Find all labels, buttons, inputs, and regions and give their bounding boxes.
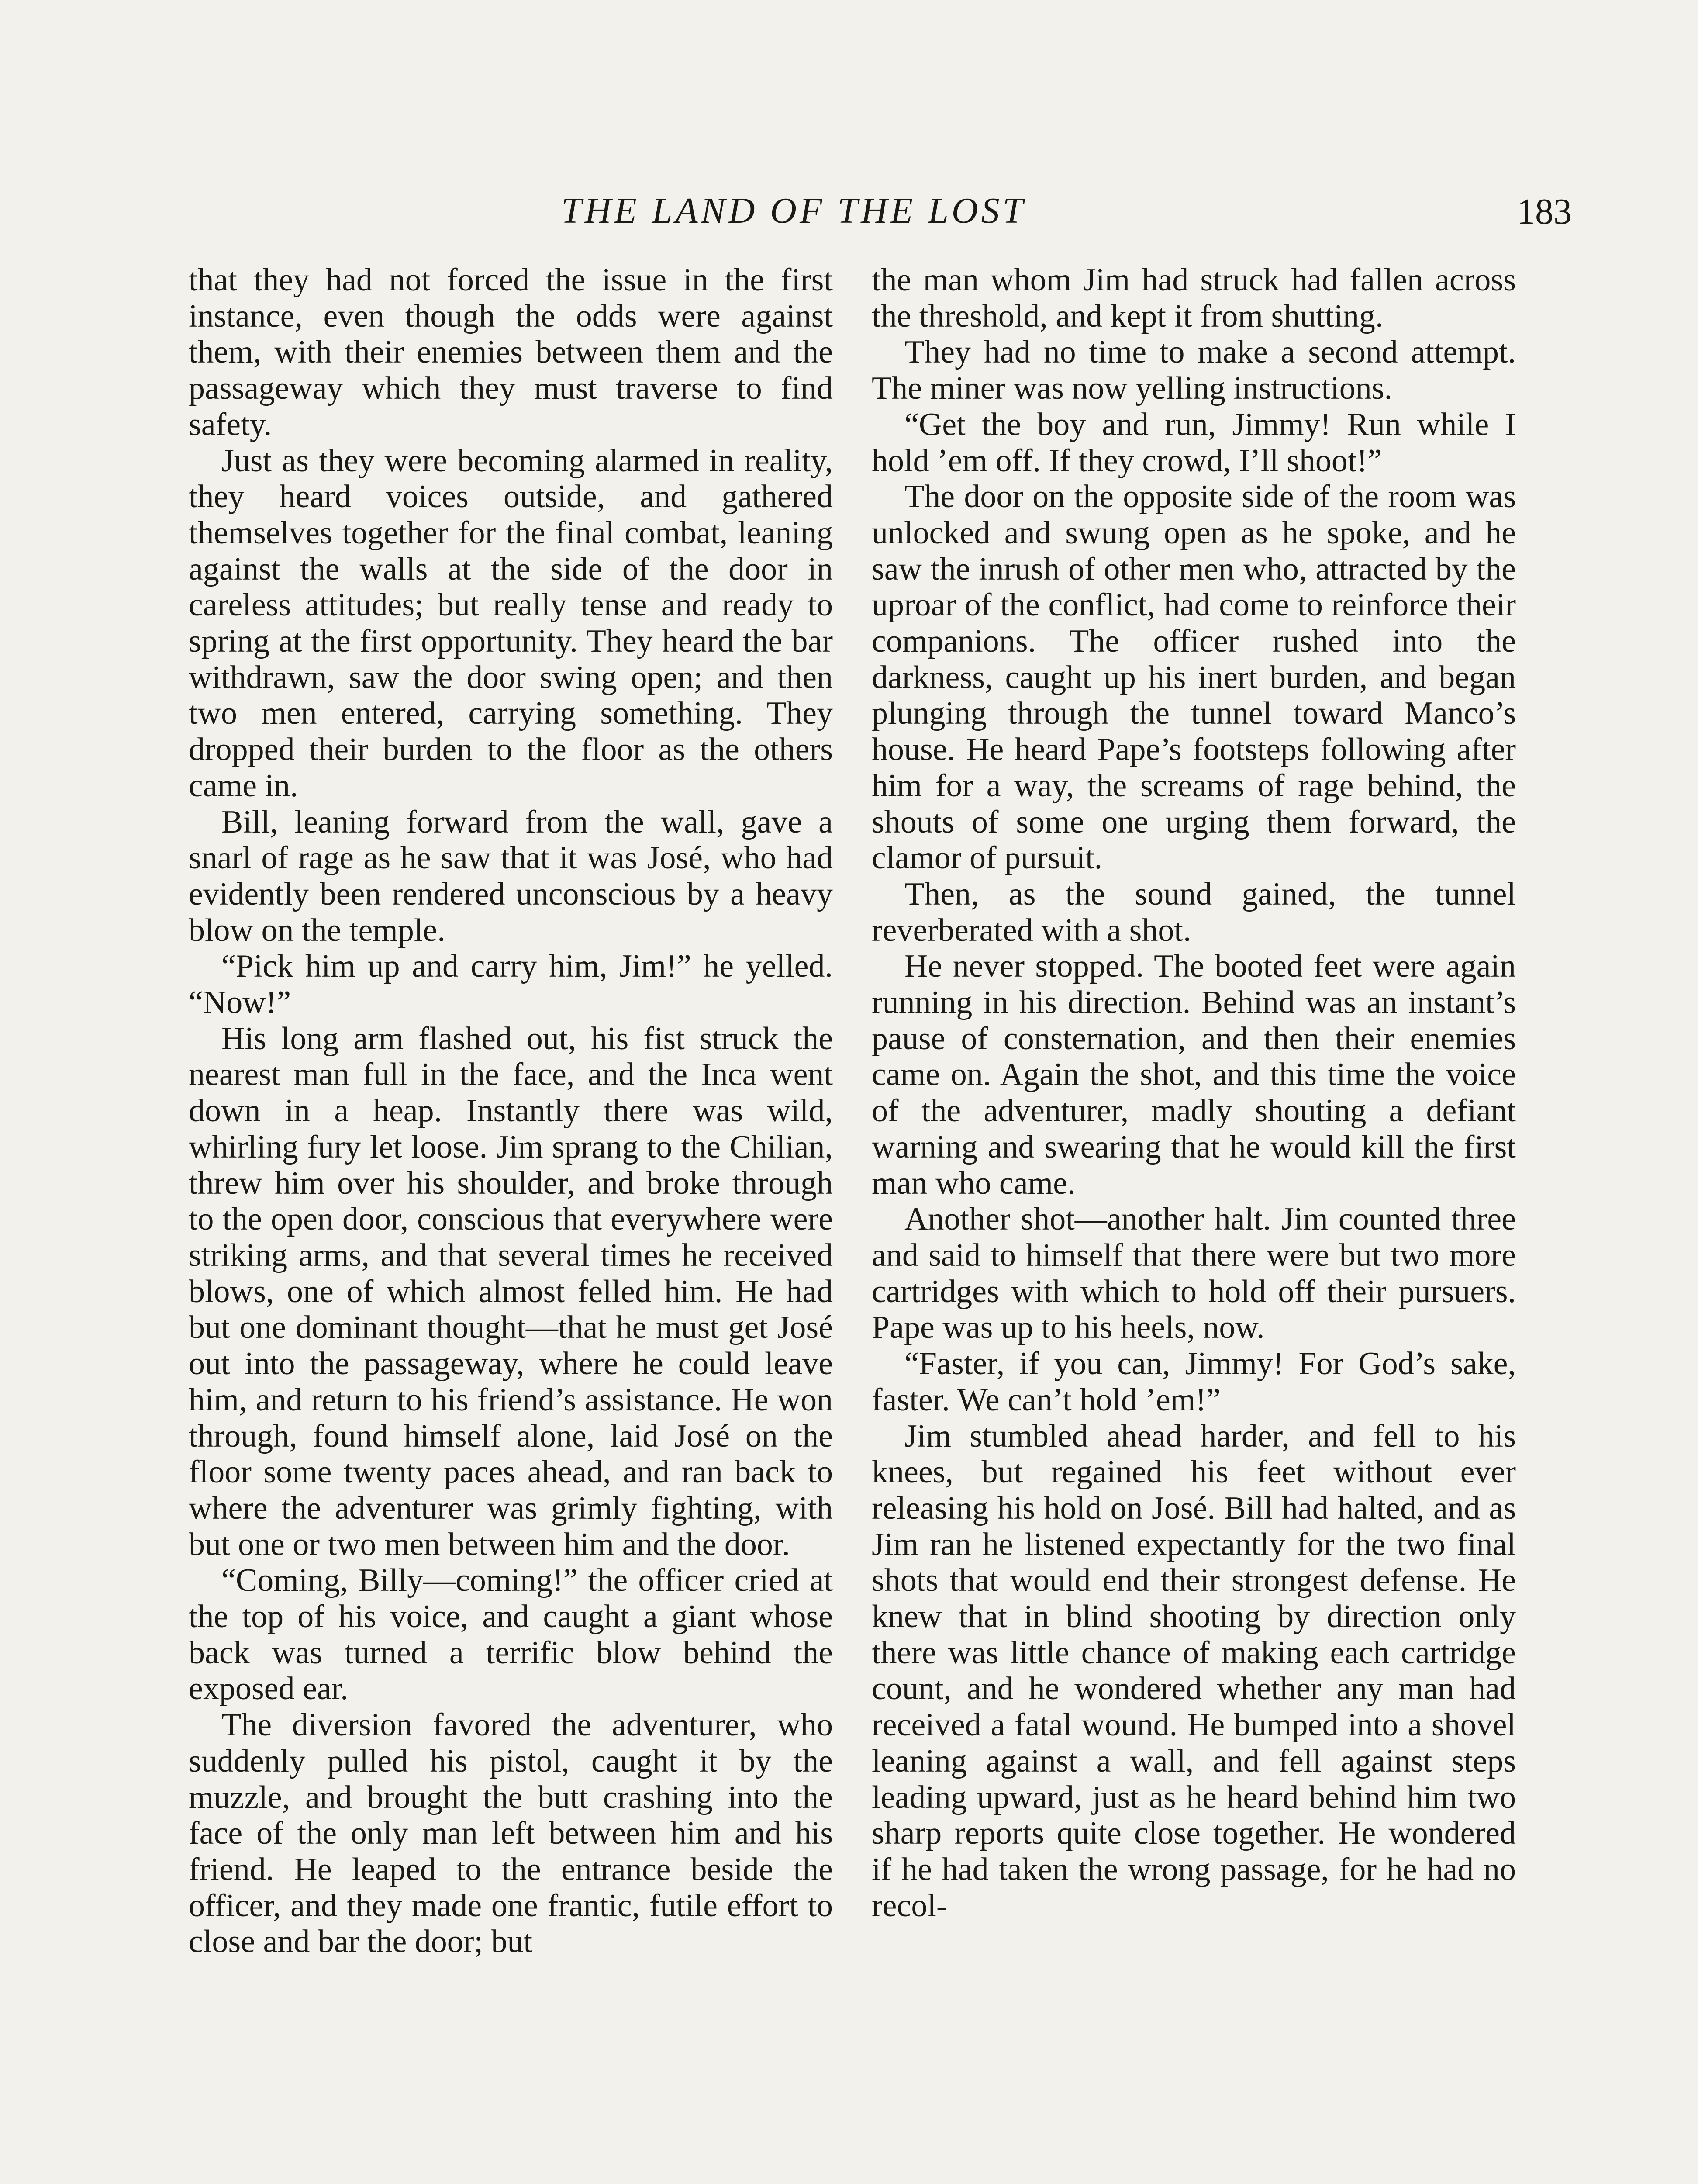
paragraph: He never stopped. The booted feet were again running in his direction. Behind was an instant’s pause of consternation, and then their enemies came on. Again the shot, and this time the voice of the adventurer, madly shouting a defiant warning and swearing that he would kill the first man who came. [872, 948, 1516, 1201]
page-number: 183 [1517, 191, 1572, 232]
paragraph: They had no time to make a second attempt. The miner was now yelling instructions. [872, 334, 1516, 407]
paragraph: the man whom Jim had struck had fallen across the threshold, and kept it from shutting. [872, 262, 1516, 334]
right-column [872, 262, 1516, 2184]
paragraph: Just as they were becoming alarmed in reality, they heard voices outside, and gathered themselves together for the final combat, leaning against the walls at the side of the door in careless attitudes; but really tense and ready to spring at the first opportunity. They heard the bar withdrawn, saw the door swing open; and then two men entered, carrying something. They dropped their burden to the floor as the others came in. [189, 442, 833, 804]
left-column [189, 262, 833, 2184]
paragraph: that they had not forced the issue in the first instance, even though the odds were against them, with their enemies between them and the passageway which they must traverse to find safety. [189, 262, 833, 442]
paragraph: Another shot—another halt. Jim counted three and said to himself that there were but two more cartridges with which to hold off their pursuers. Pape was up to his heels, now. [872, 1201, 1516, 1346]
paragraph: His long arm flashed out, his fist struck the nearest man full in the face, and the Inca went down in a heap. Instantly there was wild, whirling fury let loose. Jim sprang to the Chilian, threw him over his shoulder, and broke through to the open door, conscious that everywhere were striking arms, and that several times he received blows, one of which almost felled him. He had but one dominant thought—that he must get José out into the passageway, where he could leave him, and return to his friend’s assistance. He won through, found himself alone, laid José on the floor some twenty paces ahead, and ran back to where the adventurer was grimly fighting, with but one or two men between him and the door. [189, 1020, 833, 1562]
paragraph: The diversion favored the adventurer, who suddenly pulled his pistol, caught it by the muzzle, and brought the butt crashing into the face of the only man left between him and his friend. He leaped to the entrance beside the officer, and they made one frantic, futile effort to close and bar the door; but [189, 1707, 833, 1960]
paragraph: Then, as the sound gained, the tunnel reverberated with a shot. [872, 876, 1516, 948]
paragraph: Bill, leaning forward from the wall, gave a snarl of rage as he saw that it was José, who had evidently been rendered unconscious by a heavy blow on the temple. [189, 804, 833, 948]
paragraph: “Faster, if you can, Jimmy! For God’s sake, faster. We can’t hold ’em!” [872, 1346, 1516, 1418]
paragraph: “Pick him up and carry him, Jim!” he yelled. “Now!” [189, 948, 833, 1021]
paragraph: “Coming, Billy—coming!” the officer cried at the top of his voice, and caught a giant whose back was turned a terrific blow behind the exposed ear. [189, 1562, 833, 1707]
running-title: THE LAND OF THE LOST [561, 190, 1026, 231]
paragraph: Jim stumbled ahead harder, and fell to his knees, but regained his feet without ever releasing his hold on José. Bill had halted, and as Jim ran he listened expectantly for the two final shots that would end their strongest defense. He knew that in blind shooting by direction only there was little chance of making each cartridge count, and he wondered whether any man had received a fatal wound. He bumped into a shovel leaning against a wall, and fell against steps leading upward, just as he heard behind him two sharp reports quite close together. He wondered if he had taken the wrong passage, for he had no recol- [872, 1418, 1516, 1924]
paragraph: “Get the boy and run, Jimmy! Run while I hold ’em off. If they crowd, I’ll shoot!” [872, 406, 1516, 479]
paragraph: The door on the opposite side of the room was unlocked and swung open as he spoke, and he saw the inrush of other men who, attracted by the uproar of the conflict, had come to reinforce their companions. The officer rushed into the darkness, caught up his inert burden, and began plunging through the tunnel toward Manco’s house. He heard Pape’s footsteps following after him for a way, the screams of rage behind, the shouts of some one urging them forward, the clamor of pursuit. [872, 479, 1516, 876]
